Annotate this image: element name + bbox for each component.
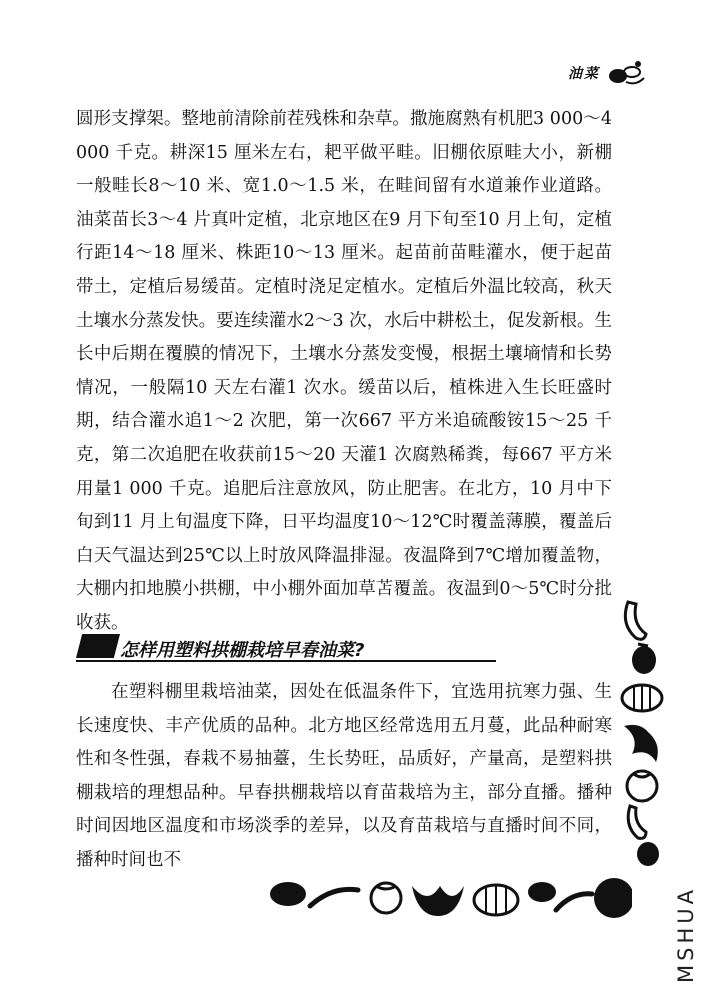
watermark: MSHUA — [674, 886, 698, 983]
cucumber-icon — [310, 889, 358, 906]
header-title: 油菜 — [568, 66, 600, 82]
greens-icon — [624, 725, 658, 762]
paragraph-2-text: 在塑料棚里栽培油菜，因处在低温条件下，宜选用抗寒力强、生长速度快、丰产优质的品种。北方地区经常选用五月蔓，此品种耐寒性和冬性强，春栽不易抽薹，生长势旺，品质好，产量高，是塑料拱棚栽培的理想品种。早春拱棚栽培以育苗栽培为主，部分直播。播种时间因地区温度和市场淡季的差异，以及育苗栽培与直播时间不同，播种时间也不 — [76, 682, 612, 870]
cucumber-icon — [625, 602, 646, 639]
heading-marker — [76, 634, 120, 658]
paragraph-1-text: 圆形支撑架。整地前清除前茬残株和杂草。撒施腐熟有机肥3 000～4 000 千克。耕深15 厘米左右，耙平做平畦。旧棚依原畦大小，新棚一般畦长8～10 米、宽1.0～1.5 米，在畦间留有水道兼作业道路。油菜苗长3～4 片真叶定植，北京地区在9 月下旬至10 月上旬，定植行距14～18 厘米、株距10～13 厘米。起苗前苗畦灌水，便于起苗带土，定植后易缓苗。定植时浇足定植水。定植后外温比较高，秋天土壤水分蒸发快。要连续灌水2～3 次，水后中耕松土，促发新根。生长中后期在覆膜的情况下，土壤水分蒸发变慢，根据土壤墒情和长势情况，一般隔10 天左右灌1 次水。缓苗以后，植株进入生长旺盛时期，结合灌水追1～2 次肥，第一次667 平方米追硫酸铵15～25 千克，第二次追肥在收获前15～20 天灌1 次腐熟稀粪，每667 平方米用量1 000 千克。追肥后注意放风，防止肥害。在北方，10 月中下旬到11 月上旬温度下降，日平均温度10～12℃时覆盖薄膜，覆盖后白天气温达到25℃以上时放风降温排湿。夜温降到7℃增加覆盖物，大棚内扣地膜小拱棚，中小棚外面加草苫覆盖。夜温到0～5℃时分批收获。 — [76, 109, 612, 633]
section-heading — [76, 630, 496, 664]
eggplant-icon — [637, 842, 659, 866]
cucumber-icon — [628, 806, 646, 838]
section-title: 怎样用塑料拱棚栽培早春油菜? — [120, 640, 365, 661]
cucumber-icon — [556, 894, 592, 910]
pumpkin-icon — [474, 885, 518, 915]
bottom-vegetable-decoration — [262, 872, 632, 930]
tomato-icon — [627, 771, 657, 801]
paragraph-1 — [76, 103, 612, 641]
running-header — [568, 58, 646, 88]
eggplant-icon — [528, 882, 556, 902]
side-vegetable-decoration — [614, 598, 670, 868]
paragraph-2 — [76, 676, 612, 878]
pumpkin-icon — [622, 685, 662, 711]
vegetable-cluster-icon — [606, 58, 646, 88]
eggplant-icon — [632, 644, 656, 674]
tomato-icon — [371, 883, 401, 913]
greens-icon — [412, 886, 464, 916]
eggplant-icon — [270, 882, 306, 906]
melon-icon — [594, 878, 632, 918]
heading-underline — [76, 660, 496, 662]
